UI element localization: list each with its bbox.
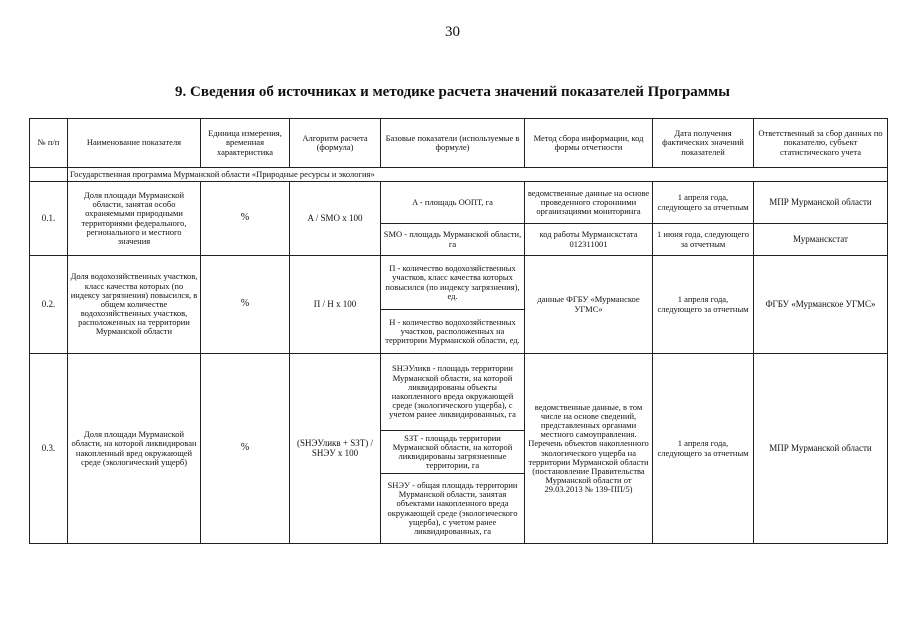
formula-cell: П / Н х 100 <box>290 256 381 354</box>
header-num: № п/п <box>30 119 68 168</box>
section-title: 9. Сведения об источниках и методике расчета значений показателей Программы <box>175 84 730 100</box>
base-indicator: SMO - площадь Мурманской области, га <box>381 224 525 256</box>
collection-method: данные ФГБУ «Мурманское УГМС» <box>525 256 653 354</box>
collection-method: код работы Мурманскстата 012311001 <box>525 224 653 256</box>
responsible-party: МПР Мурманской области <box>754 182 888 224</box>
formula-cell: A / SMO x 100 <box>290 182 381 256</box>
indicator-name: Доля площади Мурманской области, на которой ликвидирован накопленный вред окружающей среде (экологический ущерб) <box>68 354 201 544</box>
base-indicator: П - количество водохозяйственных участков, класс качества которых повысился (по индексу загрязнения), ед. <box>381 256 525 310</box>
program-name: Государственная программа Мурманской области «Природные ресурсы и экология» <box>68 168 888 182</box>
unit-cell: % <box>201 256 290 354</box>
header-name: Наименование показателя <box>68 119 201 168</box>
base-indicator: SНЭУликв - площадь территории Мурманской области, на которой ликвидированы объекты накопленного вреда окружающей среде (экологического ущерба), с учетом ранее ликвидированных, га <box>381 354 525 431</box>
page-number: 30 <box>445 24 460 40</box>
unit-cell: % <box>201 354 290 544</box>
receipt-date: 1 июня года, следующего за отчетным <box>653 224 754 256</box>
indicator-name: Доля водохозяйственных участков, класс качества которых (по индексу загрязнения) повысился, в общем количестве водохозяйственных участков, расположенных на территории Мурманской области <box>68 256 201 354</box>
row-number: 0.3. <box>30 354 68 544</box>
header-method: Метод сбора информации, код формы отчетности <box>525 119 653 168</box>
header-formula: Алгоритм расчета (формула) <box>290 119 381 168</box>
responsible-party: ФГБУ «Мурманское УГМС» <box>754 256 888 354</box>
header-base: Базовые показатели (используемые в формуле) <box>381 119 525 168</box>
row-number: 0.2. <box>30 256 68 354</box>
header-responsible: Ответственный за сбор данных по показателю, субъект статистического учета <box>754 119 888 168</box>
header-unit: Единица измерения, временная характеристика <box>201 119 290 168</box>
table-row <box>30 354 888 431</box>
indicator-name: Доля площади Мурманской области, занятая особо охраняемыми природными территориями федерального, регионального и местного значения <box>68 182 201 256</box>
row-number: 0.1. <box>30 182 68 256</box>
indicators-table <box>29 118 888 544</box>
base-indicator: Н - количество водохозяйственных участков, расположенных на территории Мурманской области, ед. <box>381 310 525 354</box>
receipt-date: 1 апреля года, следующего за отчетным <box>653 182 754 224</box>
header-date: Дата получения фактических значений показателей <box>653 119 754 168</box>
base-indicator: SНЭУ - общая площадь территории Мурманской области, занятая объектами накопленного вреда окружающей среде (экологического ущерба), с учетом ранее ликвидированных, га <box>381 474 525 544</box>
program-row <box>30 168 888 182</box>
collection-method: ведомственные данные на основе проведенного сторонними организациями мониторинга <box>525 182 653 224</box>
responsible-party: МПР Мурманской области <box>754 354 888 544</box>
collection-method: ведомственные данные, в том числе на основе сведений, представленных органами местного самоуправления. Перечень объектов накопленного экологического ущерба на территории Мурманской области (постановление Правительства Мурманской области от 29.03.2013 № 139-ПП/5) <box>525 354 653 544</box>
program-row-num <box>30 168 68 182</box>
receipt-date: 1 апреля года, следующего за отчетным <box>653 256 754 354</box>
unit-cell: % <box>201 182 290 256</box>
header-row <box>30 119 888 168</box>
base-indicator: SЗТ - площадь территории Мурманской области, на которой ликвидированы загрязненные территории, га <box>381 431 525 474</box>
table-row <box>30 256 888 310</box>
responsible-party: Мурманскстат <box>754 224 888 256</box>
base-indicator: A - площадь ООПТ, га <box>381 182 525 224</box>
table-row <box>30 182 888 224</box>
formula-cell: (SНЭУликв + SЗТ) / SНЭУ х 100 <box>290 354 381 544</box>
receipt-date: 1 апреля года, следующего за отчетным <box>653 354 754 544</box>
